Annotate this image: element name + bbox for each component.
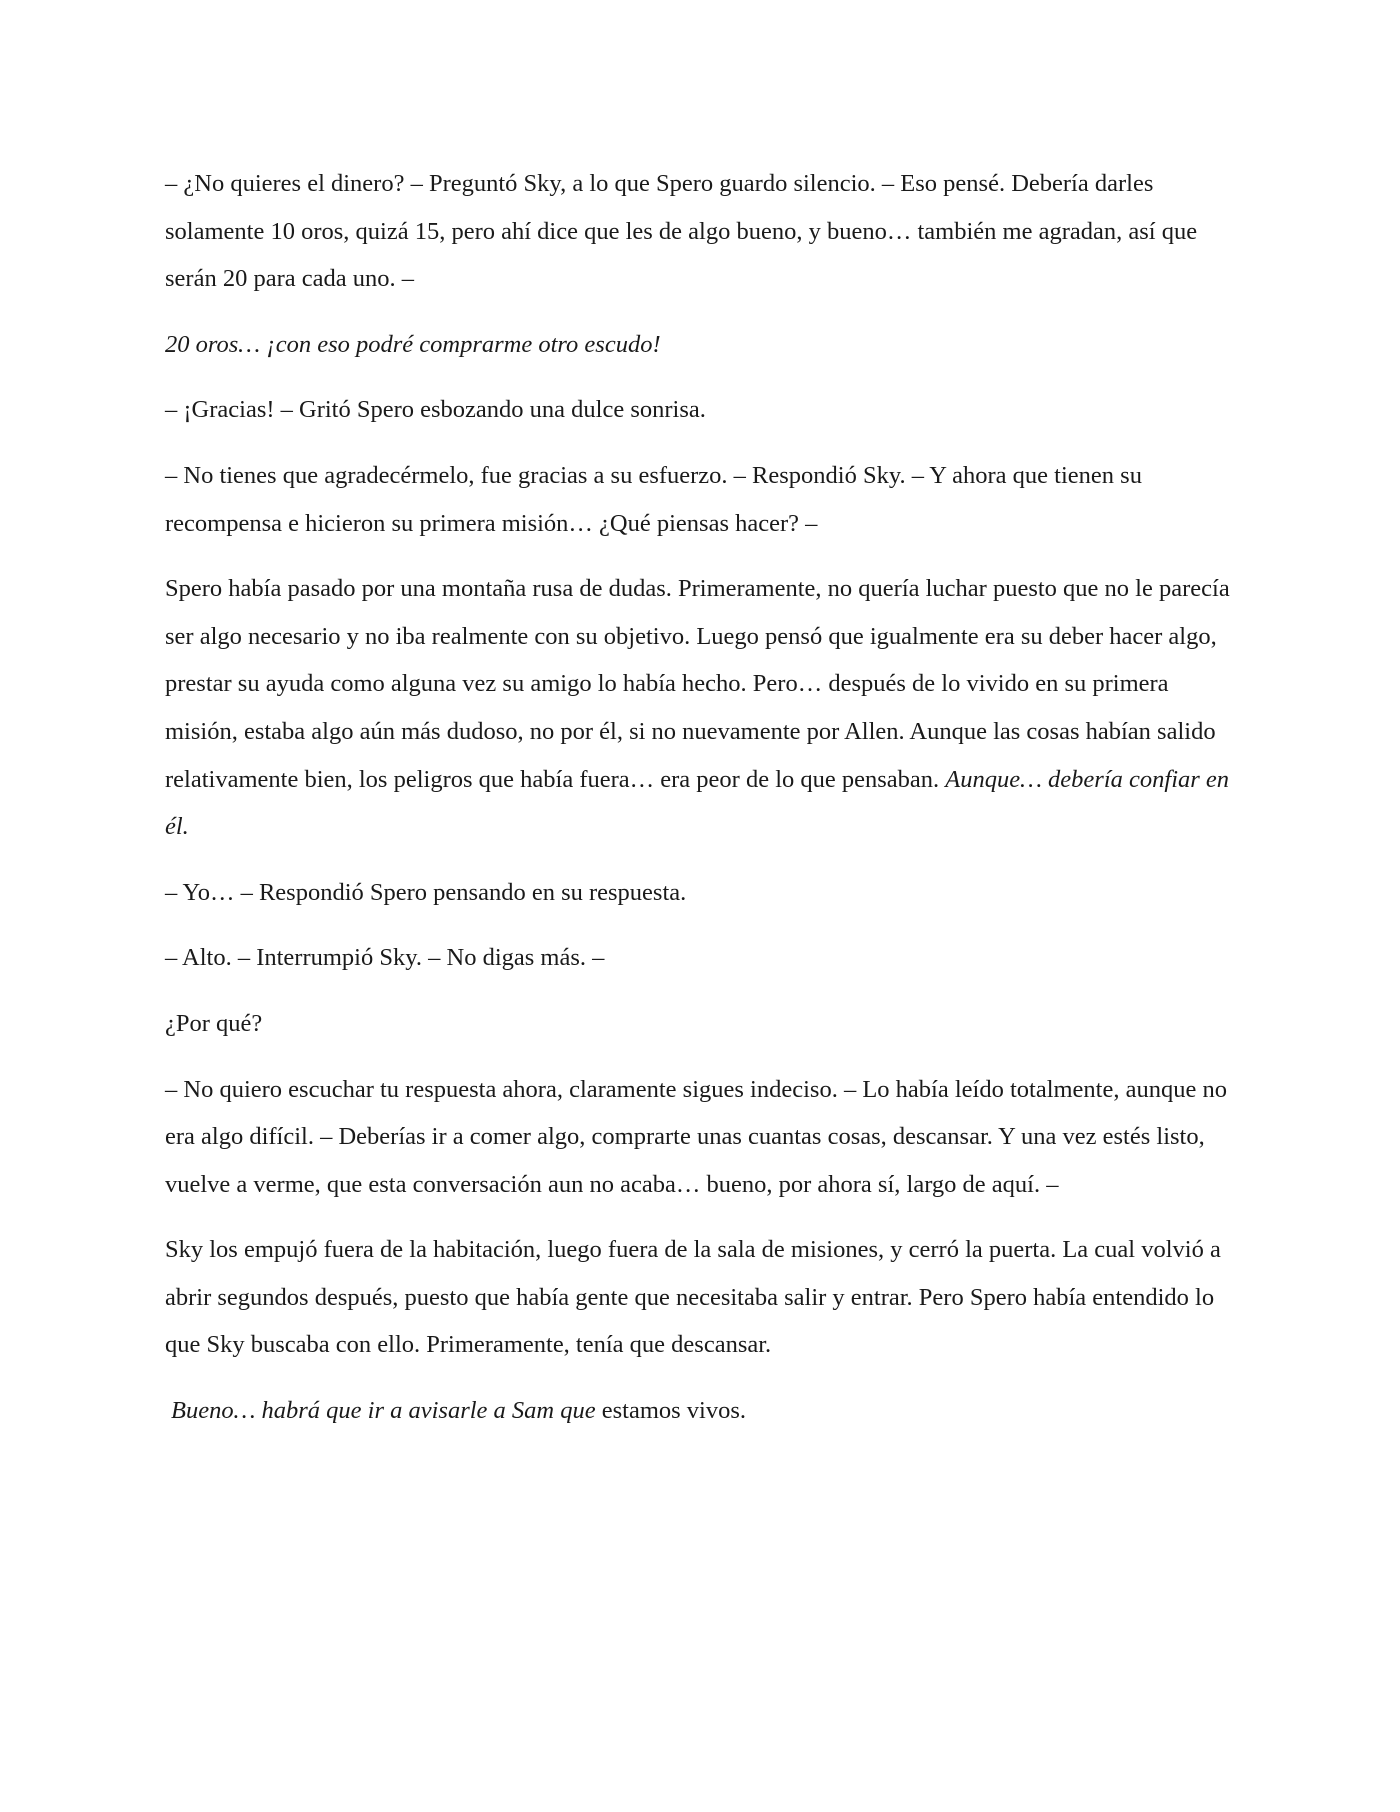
paragraph — [165, 452, 1245, 547]
paragraph-text: – No tienes que agradecérmelo, fue gracias a su esfuerzo. – Respondió Sky. – Y ahora que tienen su recompensa e hicieron su primera misión… ¿Qué piensas hacer? – — [165, 461, 1142, 537]
paragraph — [165, 160, 1245, 303]
paragraph-text: – Alto. – Interrumpió Sky. – No digas más. – — [165, 944, 605, 972]
paragraph-text: Sky los empujó fuera de la habitación, luego fuera de la sala de misiones, y cerró la puerta. La cual volvió a abrir segundos después, puesto que había gente que necesitaba salir y entrar. Pero Spero había entendido lo que Sky buscaba con ello. Primeramente, tenía que descansar. — [165, 1236, 1221, 1359]
paragraph-text: ¿Por qué? — [165, 1009, 263, 1037]
paragraph — [165, 934, 1245, 982]
paragraph — [165, 1000, 1245, 1048]
paragraph — [165, 386, 1245, 434]
paragraph-italic-tail: Aunque… debería confiar en él. — [165, 765, 1230, 841]
document-body — [165, 160, 1245, 1453]
paragraph-text: – ¡Gracias! – Gritó Spero esbozando una dulce sonrisa. — [165, 396, 706, 424]
paragraph-text: 20 oros… ¡con eso podré comprarme otro escudo! — [165, 330, 661, 358]
paragraph — [165, 1226, 1245, 1369]
paragraph-thought — [165, 321, 1245, 369]
paragraph — [165, 1066, 1245, 1209]
paragraph — [165, 1387, 1245, 1435]
paragraph-text: – No quiero escuchar tu respuesta ahora, claramente sigues indeciso. – Lo había leído totalmente, aunque no era algo difícil. – Deberías ir a comer algo, comprarte unas cuantas cosas, descansar. Y una vez estés listo, vuelve a verme, que esta conversación aun no acaba… bueno, por ahora sí, largo de aquí. – — [165, 1075, 1227, 1198]
paragraph-text: – ¿No quieres el dinero? – Preguntó Sky, a lo que Spero guardo silencio. – Eso pensé. Debería darles solamente 10 oros, quizá 15, pero ahí dice que les de algo bueno, y bueno… también me agradan, así que serán 20 para cada uno. – — [165, 170, 1198, 293]
paragraph-text: estamos vivos. — [601, 1397, 747, 1425]
paragraph-text: – Yo… – Respondió Spero pensando en su respuesta. — [165, 878, 687, 906]
paragraph-italic-head: Bueno… habrá que ir a avisarle a Sam que — [171, 1397, 596, 1425]
paragraph-text: Spero había pasado por una montaña rusa de dudas. Primeramente, no quería luchar puesto que no le parecía ser algo necesario y no iba realmente con su objetivo. Luego pensó que igualmente era su deber hacer algo, prestar su ayuda como alguna vez su amigo lo había hecho. Pero… después de lo vivido en su primera misión, estaba algo aún más dudoso, no por él, si no nuevamente por Allen. Aunque las cosas habían salido relativamente bien, los peligros que había fuera… era peor de lo que pensaban. — [165, 575, 1230, 793]
paragraph — [165, 565, 1245, 851]
paragraph — [165, 869, 1245, 917]
